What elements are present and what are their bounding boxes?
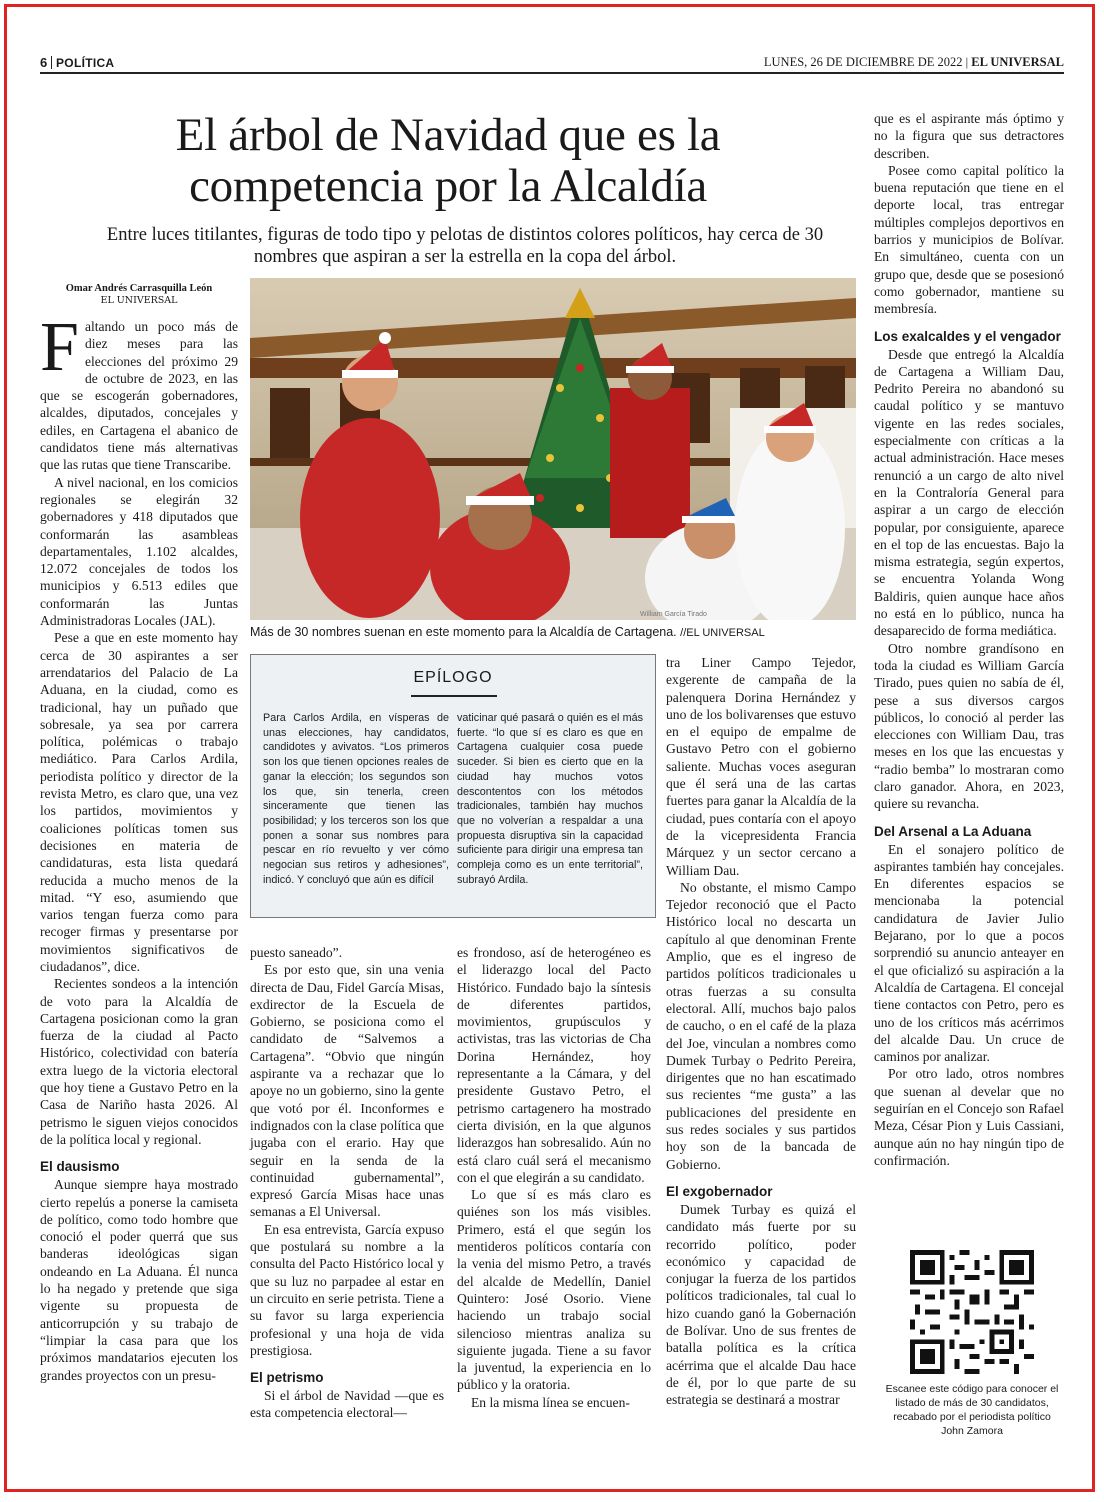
column-5 [874,110,1064,1169]
section-name: POLÍTICA [56,56,115,70]
page-number: 6 [40,55,48,70]
paragraph: No obstante, el mismo Campo Tejedor reconoció que el Pacto Histórico local no descarta un capítulo al que denominan Frente Amplio, que es el ingreso de partidos políticos tradicionales u otras fuerzas a su consulta electoral. Allí, muchos bajo palos de caucho, o en el café de la plaza del Joe, vinculan a nombres como Dumek Turbay o Pedrito Pereira, dirigentes que no han escatimado sus recientes “me gusta” a las publicaciones del presidente en sus redes sociales y sus partidos hoy son de la bancada de Gobierno. [666,879,856,1172]
paragraph: Lo que sí es más claro es quiénes son los más visibles. Primero, está el que según los mentideros políticos contaría con la venia del mismo Petro, a través del alcalde de Medellín, Daniel Quintero: José Osorio. Viene haciendo un trabajo social silencioso mientras analiza su siguiente jugada. Tiene a su favor la juventud, la experiencia en lo público y la oratoria. [457,1187,651,1393]
paragraph: Otro nombre grandísono en toda la ciudad es William García Tirado, pues quien no sabía de él, pese a sus diversos cargos públicos, lo conoció al perder las elecciones con William Dau, tras meses en los que las encuestas y “radio bemba” lo mostraran como claro ganador. Ahora, en 2023, quiere su revancha. [874,640,1064,812]
paragraph: En el sonajero político de aspirantes también hay concejales. En diferentes espacios se mencionaba la potencial candidatura de Javier Julio Bejarano, por lo que a pocos sorprendió su anuncio anteayer en el que oficializó su aspiración a la Alcaldía de Cartagena. El concejal tiene contactos con Petro, pero es uno de los críticos más acérrimos del alcalde Dau. Un cruce de caminos por analizar. [874,841,1064,1065]
article-title: El árbol de Navidad que es la competencia por la Alcaldía [175,109,721,212]
paragraph: Aunque siempre haya mostrado cierto repelús a ponerse la camiseta de político, como todo hombre que conoció el poder querrá que sus banderas ideológicas sigan ondeando en La Aduana. Él nunca lo ha negado y pretende que siga vigente su propuesta de anticorrupción y su trabajo de “limpiar la casa para que los próximos mandatarios ejecuten los grandes proyectos con un presu- [40,1177,238,1383]
paragraph: A nivel nacional, en los comicios regionales se elegirán 32 gobernadores y 418 diputados que conformarán las asambleas departamentales, 1.102 alcaldes, 12.072 concejales de todos los municipios y 6.513 ediles que conformarán las Juntas Administradoras Locales (JAL). [40,474,238,629]
lead-text: altando un poco más de diez meses para las elecciones del próximo 29 de octubre de 2023, en las que se escogerán gobernadores, alcaldes, diputados, concejales y ediles, en Cartagena el abanico de candidatos tiene más alternativas que las rutas que tiene Transcaribe. [40,319,238,473]
paragraph: Es por esto que, sin una venia directa de Dau, Fidel García Misas, exdirector de la Escuela de Gobierno, se posiciona como el candidato de “Salvemos a Cartagena”. “Obvio que ningún aspirante va a rechazar que lo apoye no un gobierno, sino la gente que votó por él. Inconformes e indignados con la clase política que jugaba con el erario. Hay que seguir en la senda de la continuidad gubernamental”, expresó García Misas hace unas semanas a El Universal. [250,962,444,1220]
paragraph: Si el árbol de Navidad —que es esta competencia electoral— [250,1388,444,1421]
paragraph: Recientes sondeos a la intención de voto para la Alcaldía de Cartagena posicionan como la gran fuerza de la ciudad al Pacto Histórico, colectividad con batería extra luego de la victoria electoral que hoy tiene a Gustavo Petro en la Casa de Nariño hasta 2026. Al petrismo le siguen viejos conocidos de la política local y regional. [40,976,238,1147]
byline [40,283,238,307]
qr-code-icon [910,1250,1034,1374]
paragraph: Dumek Turbay es quizá el candidato más fuerte por su recorrido político, poder económico y capacidad de conjugar la fuerza de los partidos políticos tradicionales, tal cual lo hizo cuando ganó la Gobernación de Bolívar. Uno de sus frentes de batalla política es la crítica acérrima que el alcalde Dau hace de él, por lo que parte de su estrategia se destinará a mostrar [666,1201,856,1408]
date-text: LUNES, 26 DE DICIEMBRE DE 2022 [763,55,963,69]
paragraph: puesto saneado”. [250,945,343,960]
paragraph: Posee como capital político la buena reputación que tiene en el deporte local, tras entregar múltiples complejos deportivos en barrios y municipios de Bolívar. En simultáneo, cuenta con un grupo que, desde que se posesionó como gobernador, mantiene su membresía. [874,162,1064,317]
qr-caption: Escanee este código para conocer el listado de más de 30 candidatos, recabado por el periodista político John Zamora [885,1383,1059,1437]
article-photo [250,278,856,620]
author-org: EL UNIVERSAL [100,295,178,306]
epilogo-right-column: vaticinar qué pasará o quién es el más fuerte. “lo que sí es claro es que en Cartagena cualquier cosa puede suceder. Si bien es cierto que en la ciudad hay muchos votos descontentos con los métodos tradicionales, también hay muchos que no volverían a respaldar a una propuesta disruptiva sin la capacidad suficiente para dirigir una empresa tan compleja como es un ente territorial”, subrayó Ardila. [457,712,643,886]
caption-credit: //EL UNIVERSAL [680,627,765,639]
paragraph: En esa entrevista, García expuso que postulará su nombre a la consulta del Pacto Histórico local y que su luz no parpadee al estar en un circuito en serie petrista. Tiene a su favor su larga experiencia profesional y una hoja de vida prestigiosa. [250,1221,444,1358]
header-date: LUNES, 26 DE DICIEMBRE DE 2022 | EL UNIVERSAL [763,55,1064,69]
author-name: Omar Andrés Carrasquilla León [65,283,213,294]
epilogo-title: EPÍLOGO [413,669,493,686]
christmas-photo-image [250,278,856,620]
article-subtitle: Entre luces titilantes, figuras de todo tipo y pelotas de distintos colores políticos, hay cerca de 30 nombres que aspiran a ser la estrella en la copa del árbol. [106,225,824,267]
paragraph: es frondoso, así de heterogéneo es el liderazgo local del Pacto Histórico. Fundado bajo la síntesis de diferentes partidos, movimientos, grupúsculos y activistas, tras las victorias de Cha Dorina Hernández, hoy representante a la Cámara, y del presidente Gustavo Petro, el petrismo cartagenero ha mostrado cierta división, en la que algunos liderazgos han sobresalido. Aún no está claro cuál será el mecanismo con el que elegirán a su candidato. [457,945,651,1185]
subhead-exgobernador: El exgobernador [666,1183,773,1199]
paragraph: tra Liner Campo Tejedor, exgerente de campaña de la palenquera Dorina Hernández y uno de los bolivarenses que estuvo en el equipo de empalme de Gustavo Petro con el gobierno saliente. Muchas voces aseguran que él será una de las cartas fuertes para ganar la Alcaldía de la ciudad, pues contaría con el apoyo de la vicepresidenta Francia Márquez y un sector cercano a William Dau. [666,655,856,878]
paragraph: Por otro lado, otros nombres que suenan al develar que no seguirían en el Concejo son Rafael Meza, César Pion y Luis Cassiani, aunque aún no hay ningún tipo de confirmación. [874,1066,1064,1168]
paper-name: EL UNIVERSAL [971,55,1064,69]
column-3 [457,944,651,1411]
subhead-petrismo: El petrismo [250,1370,324,1386]
column-1 [40,309,238,1384]
subhead-exalcaldes: Los exalcaldes y el vengador [874,328,1061,344]
qr-code[interactable] [910,1250,1034,1374]
paragraph: Desde que entregó la Alcaldía de Cartagena a William Dau, Pedrito Pereira no abandonó su caudal político y se mantuvo vigente en las redes sociales, especialmente con críticas a la actual administración. Hace meses renunció a un cargo de alto nivel en la Contraloría General para aspirar a un cargo de elección popular, por consiguiente, aparece en el top de las encuestas. Bajo la misma estrategia, según expertos, se encuentra Yolanda Wong Baldiris, quien aunque hace años no está en lo público, nunca ha desaparecido de forma mediática. [874,346,1064,639]
paragraph: Pese a que en este momento hay cerca de 30 aspirantes a ser arrendatarios del Palacio de La Aduana, en la ciudad, como es tradicional, hay un puñado que sobresale, ya sea por carrera política, polémicas o trabajo mediático. Para Carlos Ardila, periodista político y director de la revista Metro, es claro que, una vez los partidos, movimientos y coaliciones políticas tomen sus decisiones en materia de candidaturas, esta lista quedará reducida a mucho menos de la mitad. “Y eso, asumiendo que varios tengan fuerza como para recoger firmas y presentarse por movimientos significativos de ciudadanos”, dice. [40,630,238,974]
caption-text: Más de 30 nombres suenan en este momento para la Alcaldía de Cartagena. [250,625,677,639]
drop-cap: F [40,309,79,386]
header-separator [51,56,52,69]
epilogo-left-column: Para Carlos Ardila, en vísperas de unas elecciones, hay candidatos, candidotes y avivatos. “Los primeros son los que tienen opciones reales de ganar la elección; los segundos son los que, sin tenerla, creen sinceramente que tienen las posibilidad; y los terceros son los que ponen a sonar sus nombres para pescar en río revuelto y ver cómo negocian sus retiros y adhesiones”, indicó. Y concluyó que aún es difícil [263,712,449,886]
column-2 [250,944,444,1422]
paragraph: que es el aspirante más óptimo y no la figura que sus detractores describen. [874,111,1064,161]
photo-credit: William García Tirado [640,611,707,618]
page-header [40,54,1064,74]
paragraph: En la misma línea se encuen- [471,1394,630,1410]
subhead-arsenal: Del Arsenal a La Aduana [874,823,1032,839]
epilogo-box [250,654,656,918]
subhead-dausismo: El dausismo [40,1159,120,1175]
lead-paragraph [40,309,238,474]
column-4 [666,654,856,1408]
photo-caption [250,625,856,639]
epilogo-rule [411,695,497,697]
